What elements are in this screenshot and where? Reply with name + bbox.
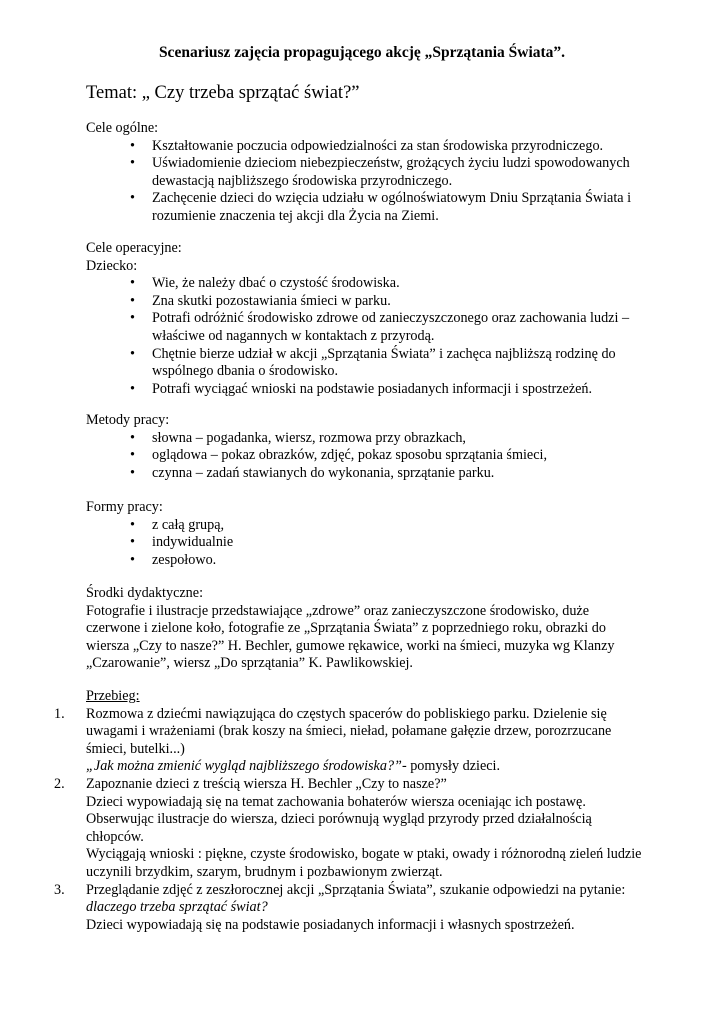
general-goals-list — [86, 138, 646, 226]
step-question: „Jak można zmienić wygląd najbliższego środowiska?” — [86, 758, 402, 775]
course-section — [54, 688, 646, 934]
list-item: • Uświadomienie dzieciom niebezpieczeństw, grożących życiu ludzi spowodowanych dewastacją najbliższego środowiska przyrodniczego. — [130, 155, 630, 189]
step-number: 3. — [54, 881, 65, 898]
list-item: • Zna skutki pozostawiania śmieci w parku. — [130, 292, 391, 309]
step-number: 2. — [54, 775, 65, 792]
general-goals-heading: Cele ogólne: — [86, 120, 159, 136]
step-paragraph: Dzieci wypowiadają się na podstawie posiadanych informacji i własnych spostrzeżeń. — [86, 916, 575, 933]
list-item: • Chętnie bierze udział w akcji „Sprzątania Świata” i zachęca najbliższą rodzinę do wspólnego dbania o środowisko. — [130, 345, 616, 380]
step-number: 1. — [54, 705, 65, 722]
bullet-icon: • — [130, 447, 135, 464]
bullet-icon: • — [130, 190, 135, 207]
document-title: Scenariusz zajęcia propagującego akcję „Sprzątania Świata”. — [158, 44, 566, 61]
step-text: Rozmowa z dziećmi nawiązująca do częstych spacerów do pobliskiego parku. Dzielenie się uwagami i wrażeniami (brak koszy na śmieci, nieład, połamane gałęzie drzew, porozrzucane śmieci, butelki...) — [86, 705, 612, 757]
bullet-icon: • — [130, 155, 135, 172]
topic-line: Temat: „ Czy trzeba sprzątać świat?” — [86, 83, 360, 103]
operational-goals-list — [86, 275, 646, 398]
course-step — [54, 775, 646, 882]
forms-heading: Formy pracy: — [86, 499, 163, 515]
course-step — [54, 881, 646, 935]
bullet-icon: • — [130, 534, 135, 551]
list-item: • słowna – pogadanka, wiersz, rozmowa przy obrazkach, — [130, 429, 466, 446]
course-steps — [54, 705, 646, 935]
list-item: • indywidualnie — [130, 534, 234, 551]
step-paragraph: Wyciągają wnioski : piękne, czyste środowisko, bogate w ptaki, owady i różnorodną zieleń ludzie uczynili brzydkim, szarym, brudnym i pozbawionym zwierząt. — [86, 846, 642, 880]
list-item: • Kształtowanie poczucia odpowiedzialności za stan środowiska przyrodniczego. — [130, 137, 604, 154]
methods-section — [86, 412, 646, 482]
bullet-icon: • — [130, 551, 135, 568]
list-item: • Potrafi odróżnić środowisko zdrowe od zanieczyszczonego oraz zachowania ludzi – właściwe od nagannych w kontaktach z przyrodą. — [130, 310, 630, 344]
list-item: • Potrafi wyciągać wnioski na podstawie posiadanych informacji i spostrzeżeń. — [130, 380, 593, 397]
forms-section — [86, 499, 646, 569]
bullet-icon: • — [130, 429, 135, 446]
operational-goals-heading: Cele operacyjne: — [86, 240, 182, 256]
bullet-icon: • — [130, 310, 135, 327]
step-text: Zapoznanie dzieci z treścią wiersza H. Bechler „Czy to nasze?” — [86, 775, 447, 792]
step-question: dlaczego trzeba sprzątać świat? — [86, 899, 268, 916]
bullet-icon: • — [130, 137, 135, 154]
methods-heading: Metody pracy: — [86, 412, 170, 428]
list-item: • czynna – zadań stawianych do wykonania, sprzątanie parku. — [130, 464, 495, 481]
operational-goals-section — [86, 240, 646, 398]
forms-list — [86, 517, 646, 570]
step-note: - pomysły dzieci. — [401, 758, 501, 775]
resources-heading: Środki dydaktyczne: — [86, 585, 204, 601]
list-item: • zespołowo. — [130, 551, 217, 568]
list-item: • oglądowa – pokaz obrazków, zdjęć, pokaz sposobu sprzątania śmieci, — [130, 447, 548, 464]
bullet-icon: • — [130, 275, 135, 292]
methods-list — [86, 430, 646, 483]
bullet-icon: • — [130, 292, 135, 309]
bullet-icon: • — [130, 380, 135, 397]
list-item: • Wie, że należy dbać o czystość środowiska. — [130, 275, 400, 292]
course-step — [54, 705, 646, 776]
list-item: • z całą grupą, — [130, 516, 225, 533]
bullet-icon: • — [130, 345, 135, 362]
operational-goals-subheading: Dziecko: — [86, 257, 138, 274]
resources-section — [86, 585, 646, 673]
general-goals-section — [86, 120, 646, 226]
step-paragraph: Dzieci wypowiadają się na temat zachowania bohaterów wiersza oceniając ich postawę. Obserwując ilustracje do wiersza, dzieci porównują wygląd przyrody przed działalnością chłopców. — [86, 793, 592, 845]
course-heading: Przebieg: — [86, 688, 140, 704]
bullet-icon: • — [130, 516, 135, 533]
step-text: Przeglądanie zdjęć z zeszłorocznej akcji „Sprzątania Świata”, szukanie odpowiedzi na pytanie: — [86, 881, 626, 898]
bullet-icon: • — [130, 464, 135, 481]
list-item: • Zachęcenie dzieci do wzięcia udziału w ogólnoświatowym Dniu Sprzątania Świata i rozumienie znaczenia tej akcji dla Życia na Ziemi. — [130, 190, 632, 224]
resources-text: Fotografie i ilustracje przedstawiające „zdrowe” oraz zanieczyszczone środowisko, duże czerwone i zielone koło, fotografie ze „Sprzątania Świata” z poprzedniego roku, obrazki do wiersza „Czy to nasze?” H. Bechler, gumowe rękawice, worki na śmieci, muzyka wg Klanzy „Czarowanie”, wiersz „Do sprzątania” K. Pawlikowskiej. — [86, 602, 615, 672]
